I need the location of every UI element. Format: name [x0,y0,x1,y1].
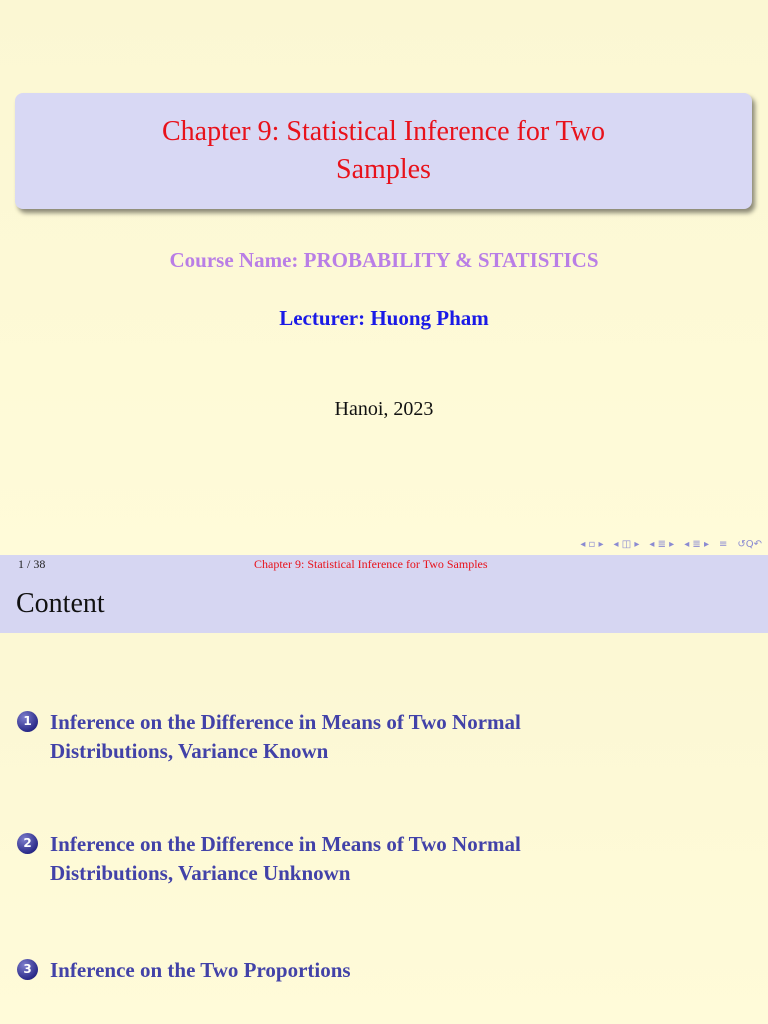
search-back-icon[interactable]: ↺Q↶ [737,538,762,550]
beamer-nav-bar [580,536,762,552]
content-slide [0,574,768,1024]
section-nav-icon-2[interactable]: ◂ ≣ ▸ [684,538,709,550]
item-number-ball: 3 [17,959,38,980]
item-text [50,956,351,985]
item-text [50,708,521,766]
item-text [50,830,521,888]
item-line1: Inference on the Difference in Means of Two Normal [50,832,521,856]
course-name: Course Name: PROBABILITY & STATISTICS [169,248,599,272]
item-line1: Inference on the Difference in Means of Two Normal [50,710,521,734]
page-number: 1 / 38 [18,557,46,571]
list-item[interactable] [17,956,351,985]
frame-nav-icon[interactable]: ◂ ▫ ▸ [580,538,604,550]
item-line1: Inference on the Two Proportions [50,958,351,982]
item-number-ball: 2 [17,833,38,854]
slide-title-line1: Chapter 9: Statistical Inference for Two [161,116,606,147]
list-item[interactable] [17,708,521,766]
content-header [0,574,768,633]
lecturer-name: Lecturer: Huong Pham [279,306,489,330]
subsection-nav-icon[interactable]: ◂ ◫ ▸ [613,538,640,550]
place-date: Hanoi, 2023 [334,398,434,420]
outline-icon[interactable]: ≡ [718,538,728,550]
item-line2: Distributions, Variance Known [50,739,329,763]
footer-title: Chapter 9: Statistical Inference for Two Samples [254,557,488,571]
section-nav-icon[interactable]: ◂ ≣ ▸ [649,538,675,550]
content-heading: Content [16,588,105,619]
footer-bar [0,555,768,574]
slide-title-line2: Samples [336,154,431,185]
item-line2: Distributions, Variance Unknown [50,861,351,885]
item-number-ball: 1 [17,711,38,732]
title-box [15,93,752,209]
list-item[interactable] [17,830,521,888]
